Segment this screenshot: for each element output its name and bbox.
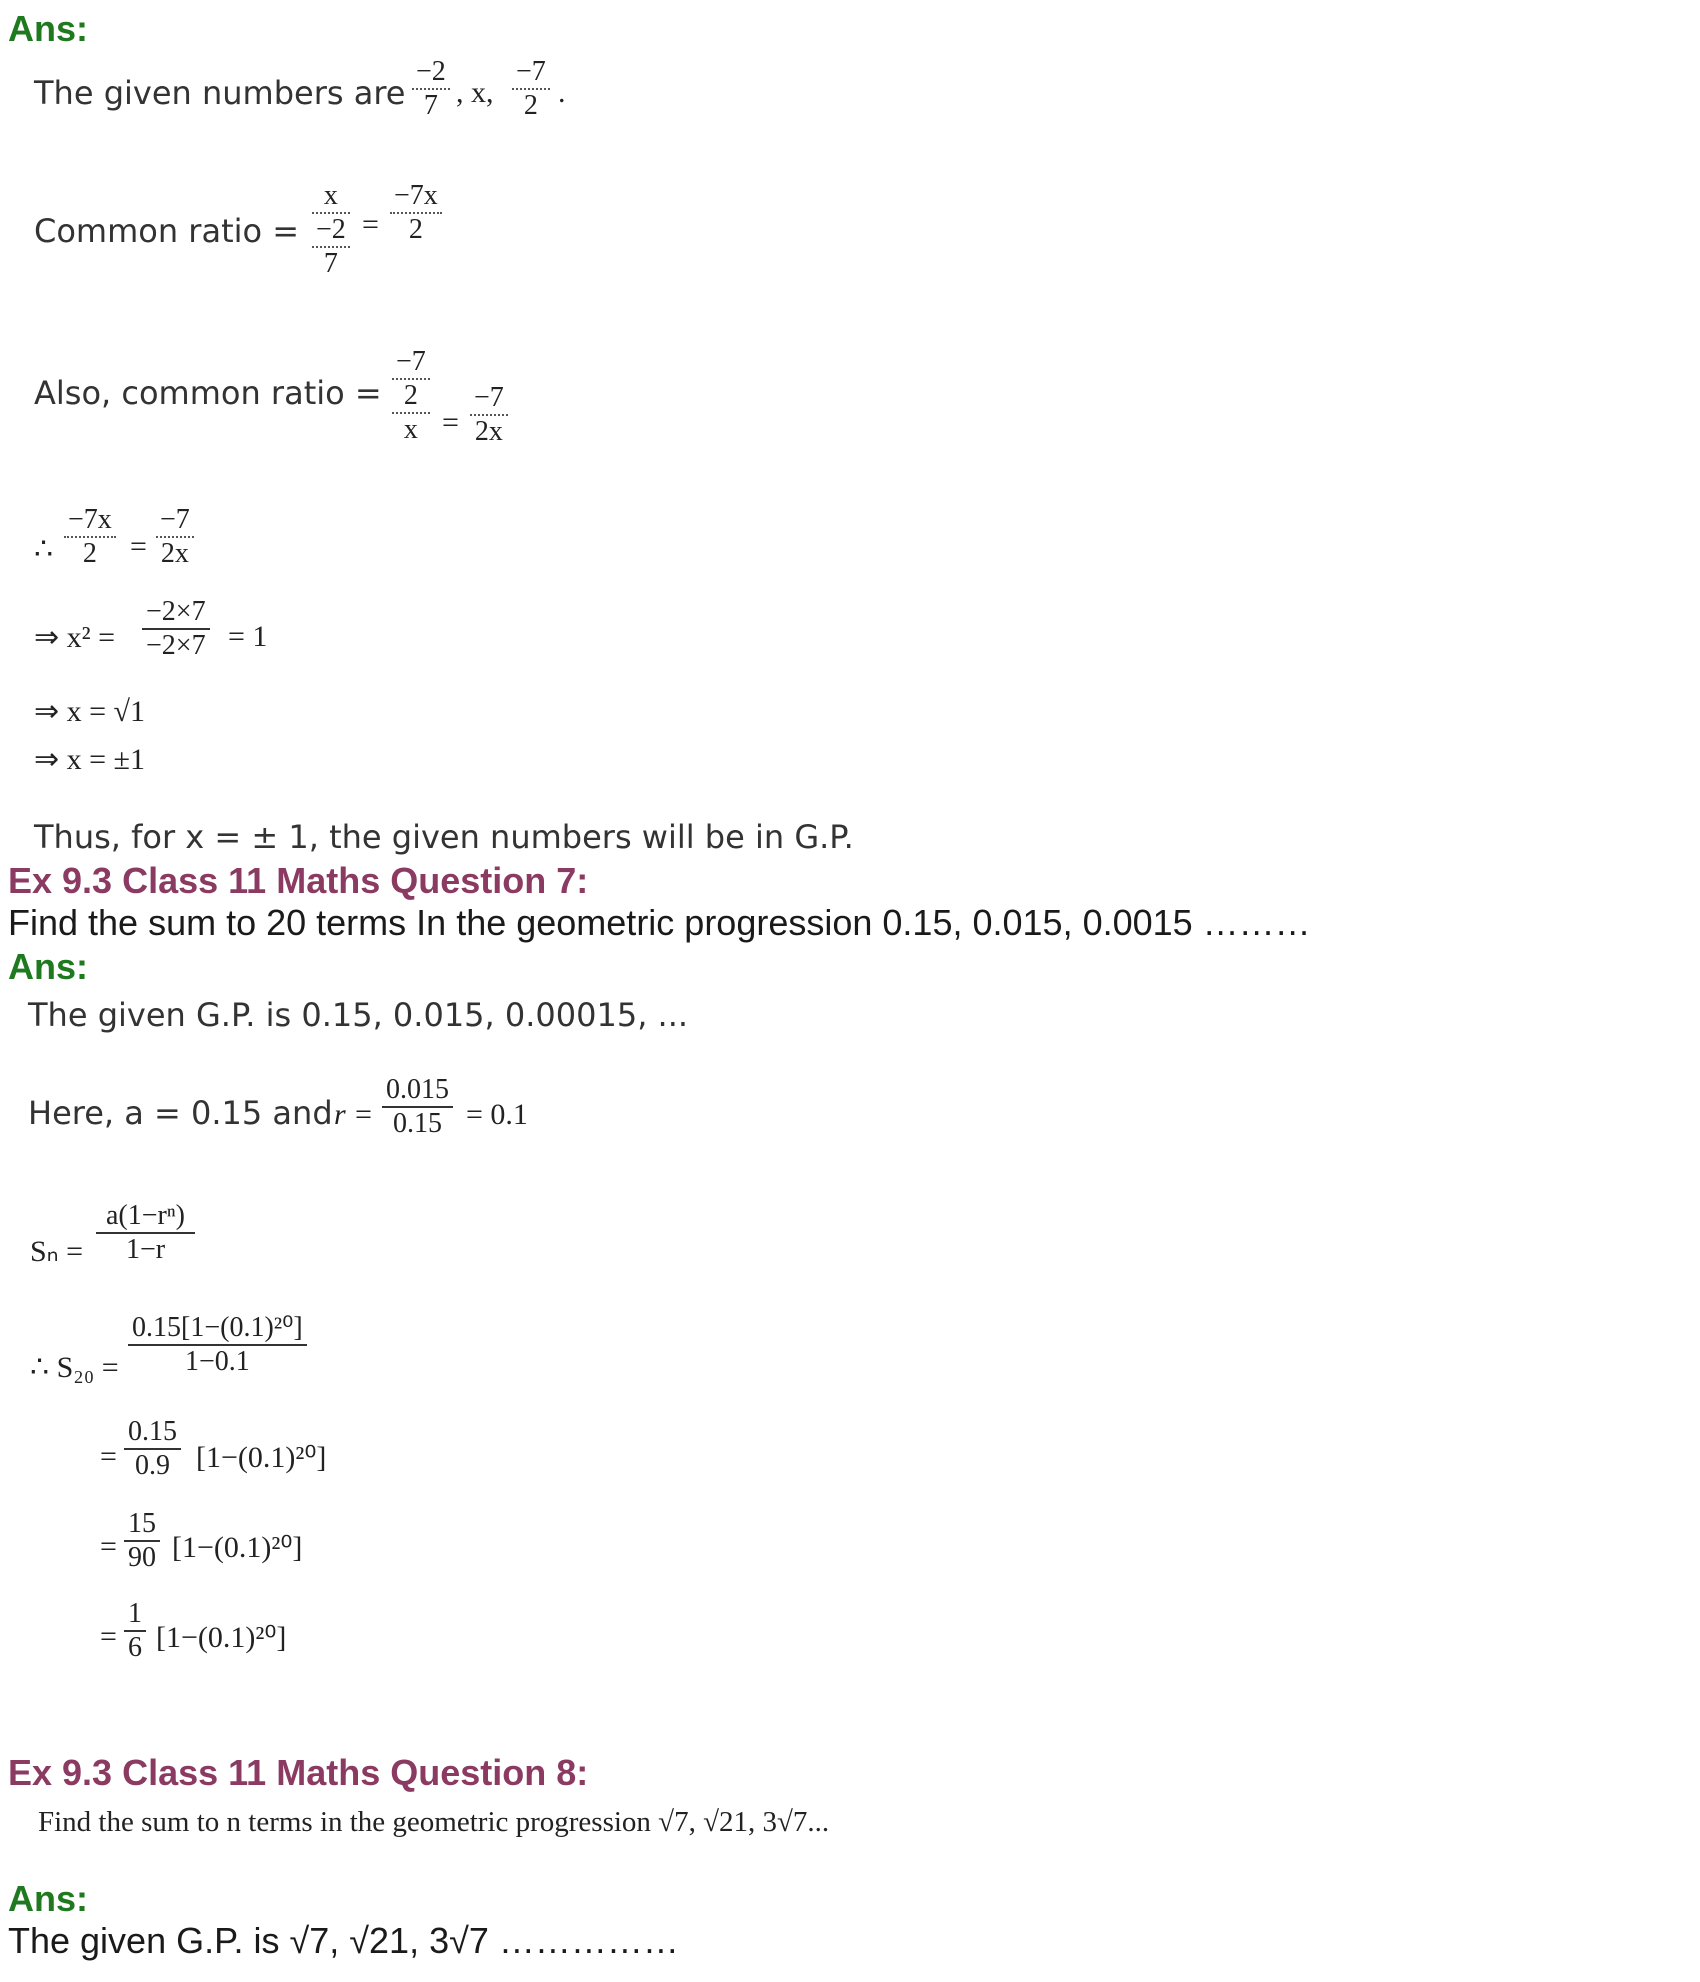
equals-sign: = xyxy=(100,1620,117,1653)
fraction-inner-numerator: −7 xyxy=(392,346,430,380)
fraction-neg7-2 xyxy=(512,56,550,122)
fraction-numerator: −2×7 xyxy=(142,596,210,630)
fraction-neg7x-2 xyxy=(390,180,442,246)
step2-rhs: = 1 xyxy=(228,620,268,653)
fraction-denominator: −2×7 xyxy=(146,630,206,661)
answer-label: Ans: xyxy=(8,8,88,49)
fraction-denominator: 1−0.1 xyxy=(184,1346,250,1377)
q7-line1-fraction xyxy=(124,1416,181,1482)
given-numbers-text: The given numbers are xyxy=(34,74,406,112)
step2-fraction xyxy=(142,596,210,662)
fraction-numerator: −7 xyxy=(470,382,508,416)
fraction-inner-numerator: −2 xyxy=(312,214,350,248)
question-8-heading: Ex 9.3 Class 11 Maths Question 8: xyxy=(8,1752,589,1793)
equals-sign: = xyxy=(442,406,459,439)
fraction-denominator: 2x xyxy=(160,538,189,569)
fraction-denominator: 0.9 xyxy=(135,1450,170,1481)
question-7-text: Find the sum to 20 terms In the geometric progression 0.15, 0.015, 0.0015 ……… xyxy=(8,902,1311,943)
q7-line1-bracket: [1−(0.1)²⁰] xyxy=(196,1441,327,1474)
q7-s20-fraction xyxy=(128,1310,307,1378)
x-separator: , x, xyxy=(456,76,494,109)
equals-sign: = xyxy=(362,208,379,241)
fraction-numerator: 1 xyxy=(124,1598,146,1632)
question-7-heading: Ex 9.3 Class 11 Maths Question 7: xyxy=(8,860,589,901)
also-ratio-complex-fraction xyxy=(392,346,430,446)
fraction-numerator: −2 xyxy=(412,56,450,90)
equals-sign: = xyxy=(100,1530,117,1563)
fraction-inner-denominator: 7 xyxy=(323,248,338,279)
fraction-denominator: 1−r xyxy=(125,1234,166,1265)
fraction-neg2-7 xyxy=(412,56,450,122)
fraction-denominator: x xyxy=(403,414,418,445)
fraction-numerator: 0.15 xyxy=(124,1416,181,1450)
equals-sign: = xyxy=(130,530,147,563)
q7-r-lhs: r = xyxy=(334,1098,374,1131)
step2-lhs: ⇒ x² = xyxy=(34,621,116,654)
fraction-numerator: x xyxy=(312,180,350,214)
question-8-text: Find the sum to n terms in the geometric progression √7, √21, 3√7... xyxy=(38,1806,830,1838)
q7-line3-fraction xyxy=(124,1598,146,1664)
common-ratio-label: Common ratio = xyxy=(34,212,300,250)
q7-r-rhs: = 0.1 xyxy=(466,1098,528,1131)
q7-here-text: Here, a = 0.15 and xyxy=(28,1094,333,1132)
fraction-denominator: 7 xyxy=(423,90,438,121)
fraction-denominator: 0.15 xyxy=(393,1108,442,1139)
q7-sn-fraction xyxy=(96,1200,195,1266)
fraction-denominator: 2 xyxy=(523,90,538,121)
fraction-denominator: 90 xyxy=(128,1542,156,1573)
q7-sn-lhs: Sₙ = xyxy=(30,1235,84,1268)
step3: ⇒ x = √1 xyxy=(34,695,146,728)
also-common-ratio-label: Also, common ratio = xyxy=(34,374,382,412)
fraction-numerator: 15 xyxy=(124,1508,160,1542)
fraction-inner-denominator: 2 xyxy=(392,380,430,414)
q7-r-fraction xyxy=(382,1074,453,1140)
fraction-denominator: 2 xyxy=(408,214,423,245)
fraction-numerator: 0.015 xyxy=(382,1074,453,1108)
q7-line2-bracket: [1−(0.1)²⁰] xyxy=(172,1531,303,1564)
fraction-denominator: 6 xyxy=(128,1632,142,1663)
common-ratio-complex-fraction xyxy=(312,180,350,280)
step1-right-fraction xyxy=(156,504,194,570)
conclusion-text: Thus, for x = ± 1, the given numbers will be in G.P. xyxy=(34,818,854,856)
step4: ⇒ x = ±1 xyxy=(34,743,146,776)
fraction-numerator: a(1−rⁿ) xyxy=(96,1200,195,1234)
answer-label: Ans: xyxy=(8,946,88,987)
fraction-numerator: −7 xyxy=(156,504,194,538)
fraction-numerator: −7x xyxy=(64,504,116,538)
therefore-symbol: ∴ xyxy=(34,533,54,566)
q7-line3-bracket: [1−(0.1)²⁰] xyxy=(156,1621,287,1654)
step1-left-fraction xyxy=(64,504,116,570)
fraction-denominator: 2x xyxy=(474,416,503,447)
period: . xyxy=(558,76,566,109)
fraction-numerator: −7x xyxy=(390,180,442,214)
equals-sign: = xyxy=(100,1440,117,1473)
q7-s20-lhs: ∴ S₂₀ = xyxy=(30,1351,119,1384)
answer-label: Ans: xyxy=(8,1878,88,1919)
fraction-neg7-2x xyxy=(470,382,508,448)
q8-answer-text: The given G.P. is √7, √21, 3√7 …………… xyxy=(8,1920,679,1961)
fraction-numerator: −7 xyxy=(512,56,550,90)
q7-given-gp: The given G.P. is 0.15, 0.015, 0.00015, ... xyxy=(28,996,689,1034)
fraction-denominator: 2 xyxy=(82,538,97,569)
q7-line2-fraction xyxy=(124,1508,160,1574)
fraction-numerator: 0.15[1−(0.1)²⁰] xyxy=(128,1310,307,1346)
